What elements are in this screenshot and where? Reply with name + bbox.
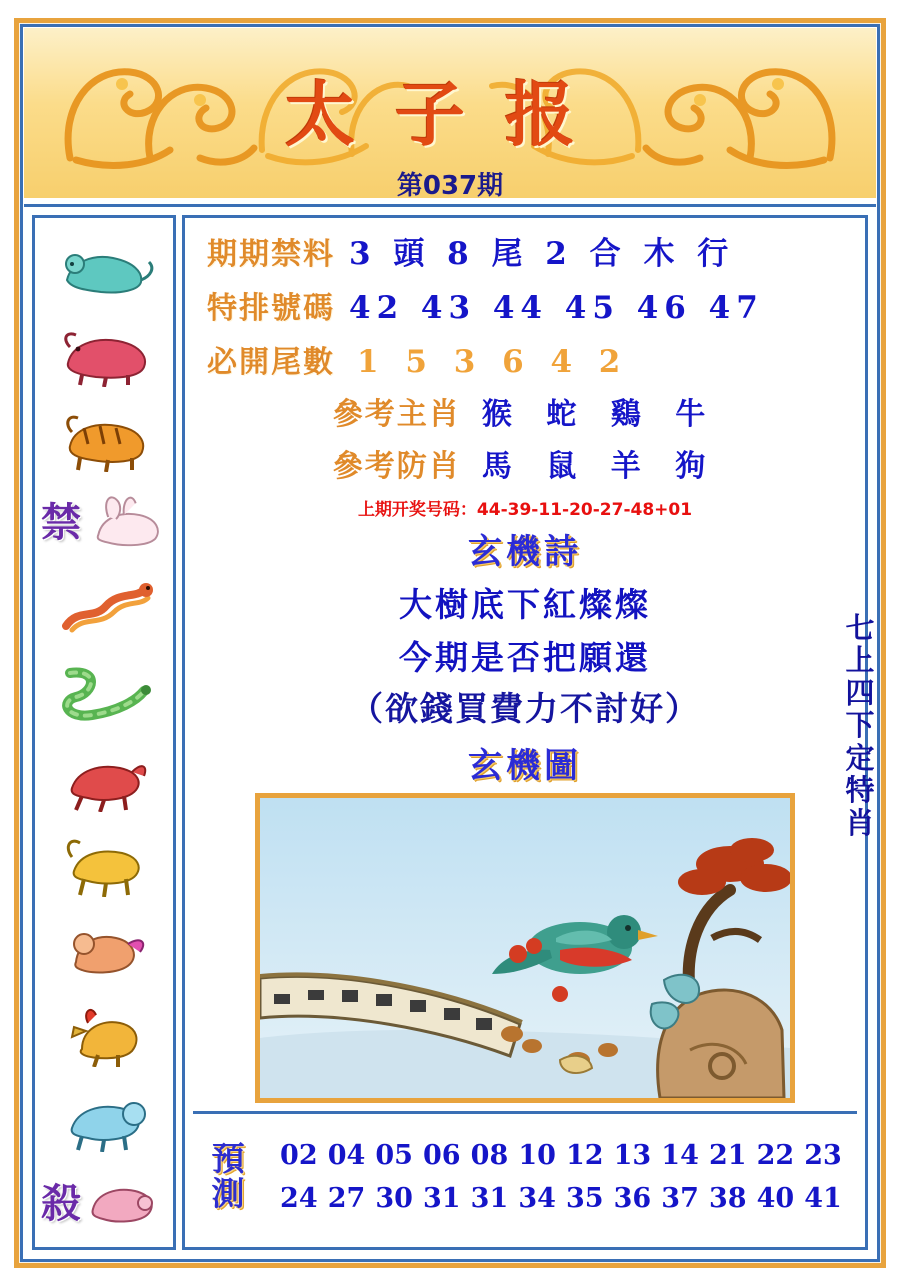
predict-number: 04 (327, 1139, 366, 1171)
predict-number: 37 (661, 1182, 699, 1214)
predict-number-row-2 (265, 1177, 857, 1220)
zodiac-item-pig (35, 1158, 173, 1243)
zodiac-item-dog (35, 1073, 173, 1158)
previous-draw-result: 上期开奖号码：44-39-11-20-27-48+01 (357, 500, 693, 520)
zodiac-item-dragon (35, 562, 173, 647)
row-avoid-zodiac-label: 參考防肖 (332, 449, 461, 484)
picture-section-title (185, 738, 865, 787)
mystery-picture-art (260, 798, 790, 1098)
predict-badge (197, 1138, 259, 1213)
page-title: 太子报 (285, 73, 615, 156)
predict-number: 14 (661, 1139, 699, 1171)
main-panel (182, 215, 868, 1250)
predict-number: 27 (327, 1182, 366, 1214)
dog-icon (48, 1078, 160, 1152)
row-tail-numbers (185, 337, 865, 381)
predict-number: 02 (280, 1139, 318, 1171)
dragon-icon (48, 568, 160, 642)
zodiac-item-rabbit (35, 477, 173, 562)
zodiac-item-horse (35, 732, 173, 817)
predict-number: 21 (708, 1139, 747, 1171)
row-avoid-zodiac-values: 馬 鼠 羊 狗 (481, 449, 718, 484)
row-special-numbers (185, 283, 865, 327)
rat-icon (49, 228, 159, 302)
issue-number: 第037期 (396, 171, 504, 201)
zodiac-item-rooster (35, 988, 173, 1073)
poem-line-1: 大樹底下紅燦燦 (399, 585, 651, 624)
predict-number: 24 (280, 1182, 318, 1214)
predict-number: 31 (470, 1182, 509, 1214)
ox-icon (48, 313, 160, 387)
zodiac-badge-ban: 禁 (41, 499, 81, 547)
monkey-icon (48, 908, 160, 982)
predict-badge-char-1: 預 (211, 1138, 245, 1178)
predict-number: 05 (375, 1139, 413, 1171)
predict-number: 38 (708, 1182, 747, 1214)
predict-badge-char-2: 測 (211, 1173, 245, 1213)
zodiac-item-tiger (35, 392, 173, 477)
predict-number: 41 (804, 1182, 842, 1214)
predict-number-row-1 (265, 1134, 857, 1177)
predict-number: 36 (613, 1182, 652, 1214)
row-forbidden-label: 期期禁料 (207, 237, 335, 272)
row-forbidden (185, 228, 865, 273)
zodiac-item-monkey (35, 903, 173, 988)
zodiac-item-snake (35, 647, 173, 732)
row-tail-numbers-values: 1 5 3 6 4 2 (357, 344, 629, 380)
predict-number: 06 (423, 1139, 461, 1171)
row-main-zodiac-values: 猴 蛇 鷄 牛 (481, 397, 718, 432)
predict-footer (193, 1111, 857, 1239)
mystery-picture (255, 793, 795, 1103)
poem-section-title-text: 玄機詩 (468, 532, 582, 572)
zodiac-item-rat (35, 222, 173, 307)
predict-number: 34 (518, 1182, 556, 1214)
predict-number: 23 (804, 1139, 842, 1171)
predict-number: 35 (565, 1182, 604, 1214)
row-main-zodiac (185, 389, 865, 433)
predict-number: 13 (613, 1139, 652, 1171)
body-area (24, 204, 876, 1258)
zodiac-item-goat (35, 818, 173, 903)
predict-number: 40 (756, 1182, 795, 1214)
zodiac-item-ox (35, 307, 173, 392)
row-tail-numbers-label: 必開尾數 (207, 345, 335, 380)
row-forbidden-values: 3 頭 8 尾 2 合 木 行 (349, 236, 735, 272)
predict-number: 22 (756, 1139, 795, 1171)
poem-section-title (185, 524, 865, 573)
zodiac-badge-sha: 殺 (41, 1179, 81, 1227)
poem-line-3: （欲錢買費力不討好） (350, 689, 700, 728)
predict-number: 12 (565, 1139, 604, 1171)
row-special-numbers-label: 特排號碼 (207, 291, 335, 326)
horse-icon (48, 738, 160, 812)
predict-number: 08 (470, 1139, 509, 1171)
tiger-icon (48, 398, 160, 472)
predict-number: 31 (423, 1182, 461, 1214)
pig-icon (71, 1165, 171, 1235)
row-special-numbers-values: 42 43 44 45 46 47 (349, 290, 764, 326)
poem-line-2: 今期是否把願還 (399, 638, 651, 677)
predict-numbers (259, 1134, 857, 1220)
side-vertical-text: 七上四下定特肖 (845, 611, 875, 840)
rooster-icon (48, 993, 160, 1067)
row-main-zodiac-label: 參考主肖 (332, 397, 461, 432)
zodiac-strip (32, 215, 176, 1250)
goat-icon (48, 823, 160, 897)
snake-icon (48, 653, 160, 727)
predict-number: 30 (375, 1182, 413, 1214)
predict-number: 10 (518, 1139, 556, 1171)
picture-section-title-text: 玄機圖 (468, 746, 582, 786)
row-avoid-zodiac (185, 441, 865, 485)
